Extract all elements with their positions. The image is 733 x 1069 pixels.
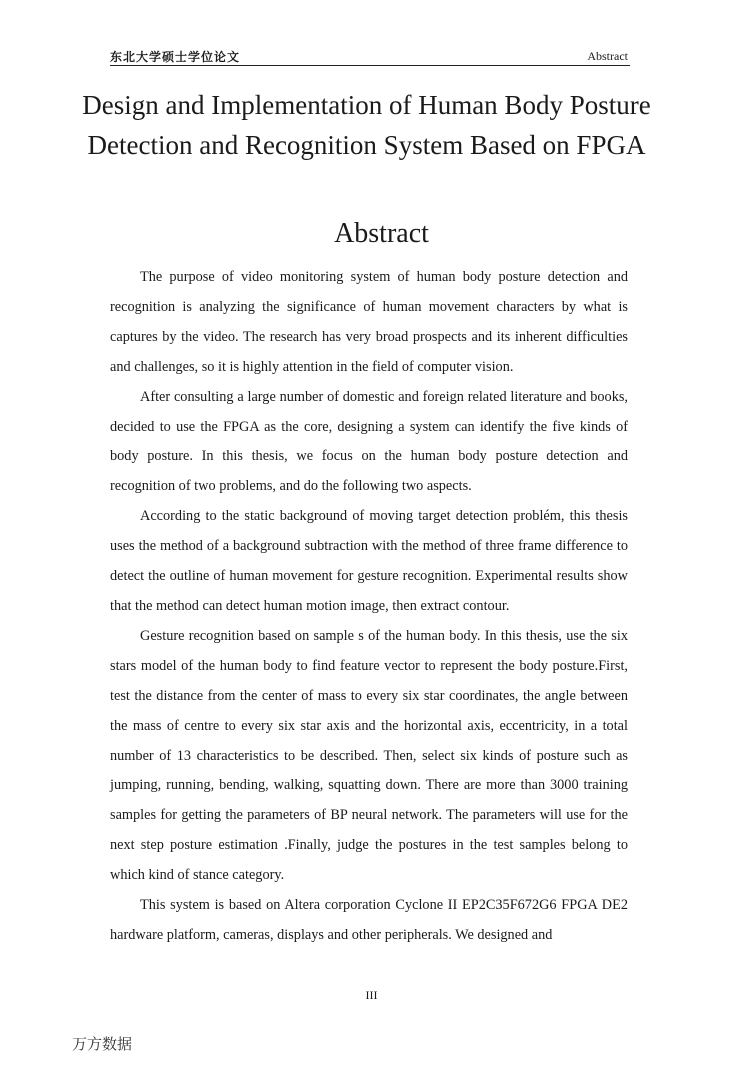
paragraph-1: The purpose of video monitoring system of human body posture detection and recognition is analyzing the significance of human movement characters by what is captures by the video. The research has very broad prospects and its inherent difficulties and challenges, so it is highly attention in the field of computer vision.: [110, 269, 628, 375]
section-heading: Abstract: [334, 218, 429, 249]
paragraph-3: According to the static background of moving target detection problém, this thesis uses the method of a background subtraction with the method of three frame difference to detect the outline of human movement for gesture recognition. Experimental results show that the method can detect human motion image, then extract contour.: [110, 508, 628, 614]
header-university-thesis-label: 东北大学硕士学位论文: [110, 50, 241, 64]
paragraph-5: This system is based on Altera corporation Cyclone II EP2C35F672G6 FPGA DE2 hardware platform, cameras, displays and other peripherals. We designed and: [110, 897, 628, 943]
abstract-body: [110, 263, 628, 951]
paragraph-2: After consulting a large number of domestic and foreign related literature and books, decided to use the FPGA as the core, designing a system can identify the five kinds of body posture. In this thesis, we focus on the human body posture detection and recognition of two problems, and do the following two aspects.: [110, 388, 628, 495]
header-section-label: Abstract: [587, 49, 628, 63]
running-header: [110, 46, 630, 68]
watermark-logo-text: 万方数据: [72, 1035, 133, 1053]
page-number: III: [365, 988, 378, 1002]
paragraph-4: Gesture recognition based on sample s of the human body. In this thesis, use the six stars model of the human body to find feature vector to represent the body posture.First, test the distance from the center of mass to every six star coordinates, the angle between the mass of centre to every six star axis and the horizontal axis, eccentricity, in a total number of 13 characteristics to be described. Then, select six kinds of posture such as jumping, running, bending, walking, squatting down. There are more than 3000 training samples for getting the parameters of BP neural network. The parameters will use for the next step posture estimation .Finally, judge the postures in the test samples belong to which kind of stance category.: [110, 627, 628, 884]
header-divider: [110, 65, 630, 66]
thesis-title: Design and Implementation of Human Body Posture Detection and Recognition System Based on FPGA: [82, 90, 651, 160]
